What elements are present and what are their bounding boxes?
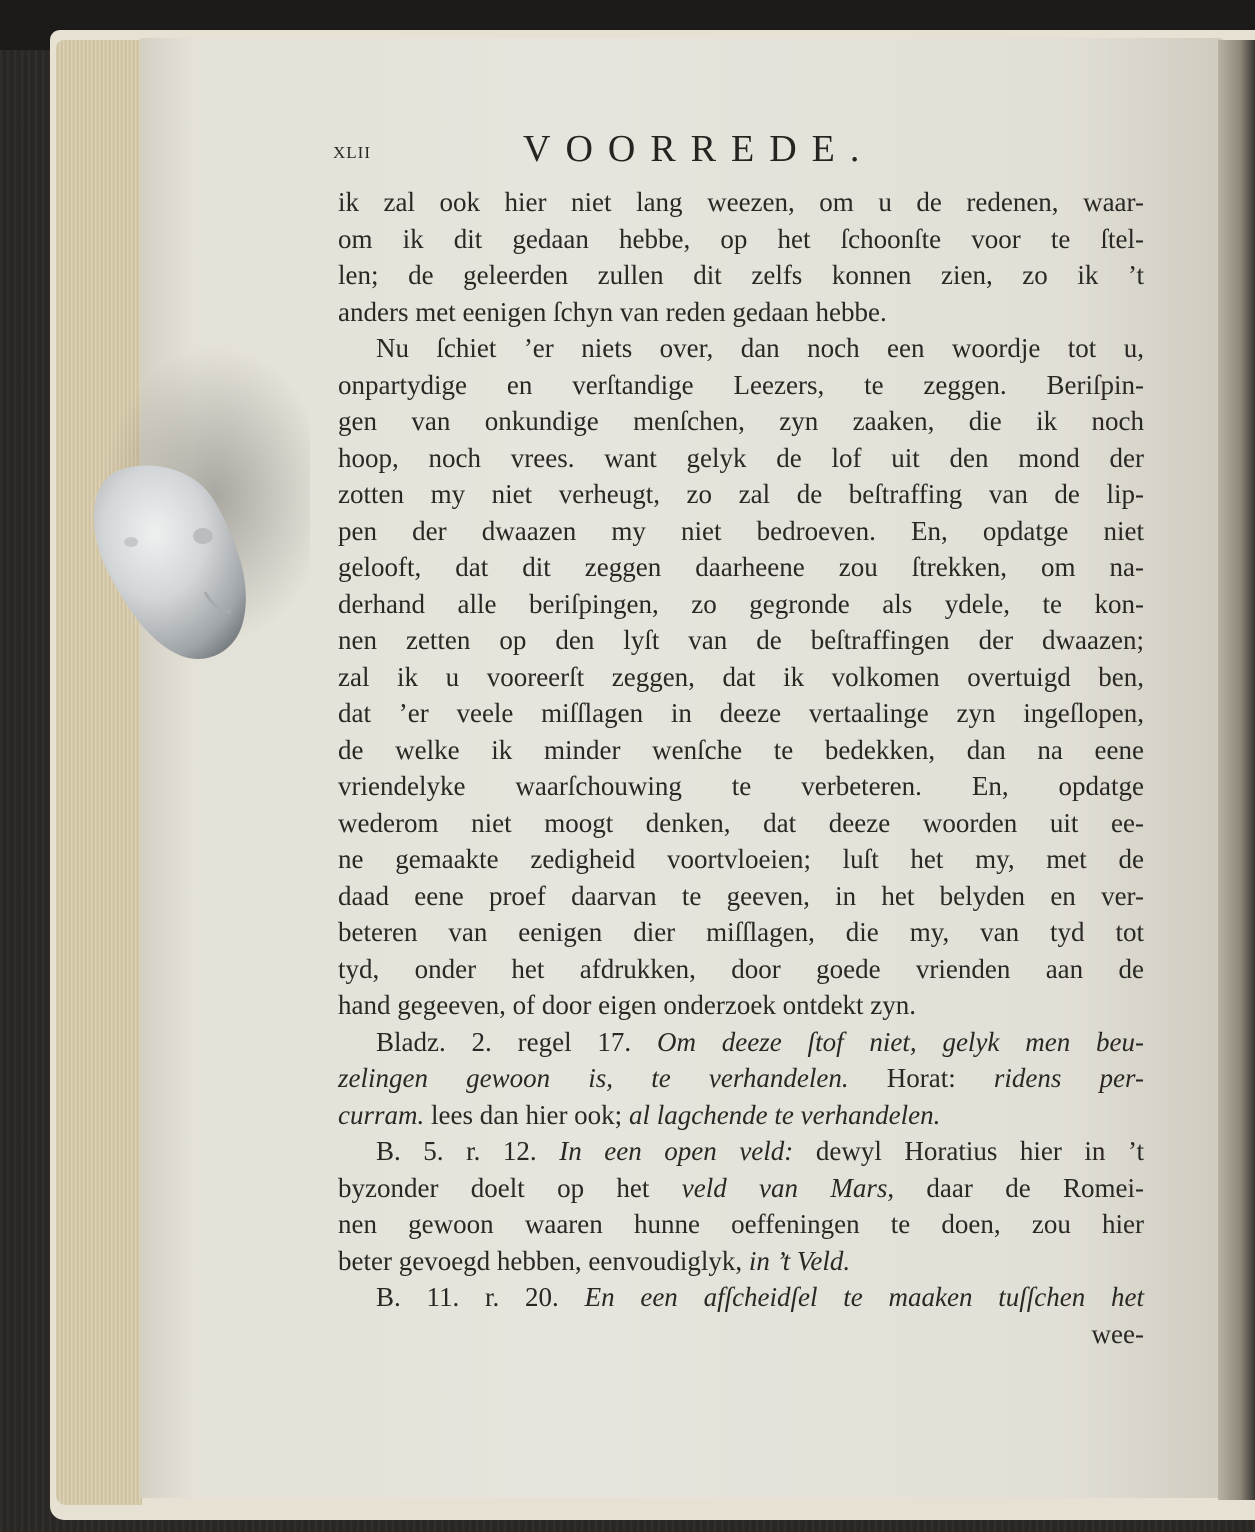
text-line: B. 5. r. 12. In een open veld: dewyl Horatius hier in ’t [376, 1136, 1144, 1166]
text-line: hand gegeeven, of door eigen onderzoek ontdekt zyn. [338, 990, 917, 1020]
text-line: byzonder doelt op het veld van Mars, daar de Romei- [338, 1172, 1144, 1203]
page-title: VOORREDE. [523, 128, 875, 170]
text-line: Bladz. 2. regel 17. Om deeze ſtof niet, gelyk men beu- [376, 1026, 1144, 1057]
text-line: derhand alle beriſpingen, zo gegronde als ydele, te kon- [338, 588, 1144, 619]
text-line: gen van onkundige menſchen, zyn zaaken, die ik noch [338, 406, 1144, 436]
text-line: nen zetten op den lyſt van de beſtraffingen der dwaazen; [338, 625, 1144, 655]
text-line: dat ’er veele miſſlagen in deeze vertaalinge zyn ingeſlopen, [338, 698, 1144, 728]
page-edges [56, 40, 142, 1505]
text-line: curram. lees dan hier ook; al lagchende te verhandelen. [338, 1099, 941, 1130]
text-line: om ik dit gedaan hebbe, op het ſchoonſte voor te ſtel- [338, 223, 1144, 254]
text-line: zelingen gewoon is, te verhandelen. Horat: ridens per- [338, 1063, 1144, 1093]
text-line: de welke ik minder wenſche te bedekken, dan na eene [338, 734, 1144, 765]
catchword: wee- [1091, 1318, 1144, 1349]
text-line: zal ik u vooreerſt zeggen, dat ik volkomen overtuigd ben, [338, 661, 1144, 692]
text-line: len; de geleerden zullen dit zelfs konnen zien, zo ik ’t [338, 260, 1144, 290]
text-line: B. 11. r. 20. En een afſcheidſel te maaken tuſſchen het [376, 1282, 1144, 1312]
text-line: hoop, noch vrees. want gelyk de lof uit den mond der [338, 442, 1144, 473]
page-number: XLII [333, 143, 371, 162]
text-line: nen gewoon waaren hunne oeffeningen te doen, zou hier [338, 1209, 1144, 1239]
text-line: wederom niet moogt denken, dat deeze woorden uit ee- [338, 807, 1144, 838]
text-line: tyd, onder het afdrukken, door goede vrienden aan de [338, 953, 1144, 984]
body-text [338, 184, 1144, 1352]
text-line: pen der dwaazen my niet bedroeven. En, opdatge niet [338, 515, 1144, 546]
book-gutter [1218, 40, 1255, 1500]
text-line: anders met eenigen ſchyn van reden gedaan hebbe. [338, 296, 887, 327]
running-head [333, 127, 983, 177]
text-line: ik zal ook hier niet lang weezen, om u de redenen, waar- [338, 187, 1144, 217]
text-line: ne gemaakte zedigheid voortvloeien; luſt het my, met de [338, 844, 1144, 874]
text-line: zotten my niet verheugt, zo zal de beſtraffing van de lip- [338, 479, 1144, 509]
text-line: onpartydige en verſtandige Leezers, te zeggen. Beriſpin- [338, 369, 1144, 400]
text-line: daad eene proef daarvan te geeven, in het belyden en ver- [338, 880, 1144, 911]
text-line: Nu ſchiet ’er niets over, dan noch een woordje tot u, [376, 333, 1144, 363]
paperweight-stone [85, 462, 250, 662]
text-line: beter gevoegd hebben, eenvoudiglyk, in ’t Veld. [338, 1245, 851, 1276]
text-line: vriendelyke waarſchouwing te verbeteren. En, opdatge [338, 771, 1144, 801]
text-line: gelooft, dat dit zeggen daarheene zou ſtrekken, om na- [338, 552, 1144, 582]
text-line: beteren van eenigen dier miſſlagen, die my, van tyd tot [338, 917, 1144, 947]
